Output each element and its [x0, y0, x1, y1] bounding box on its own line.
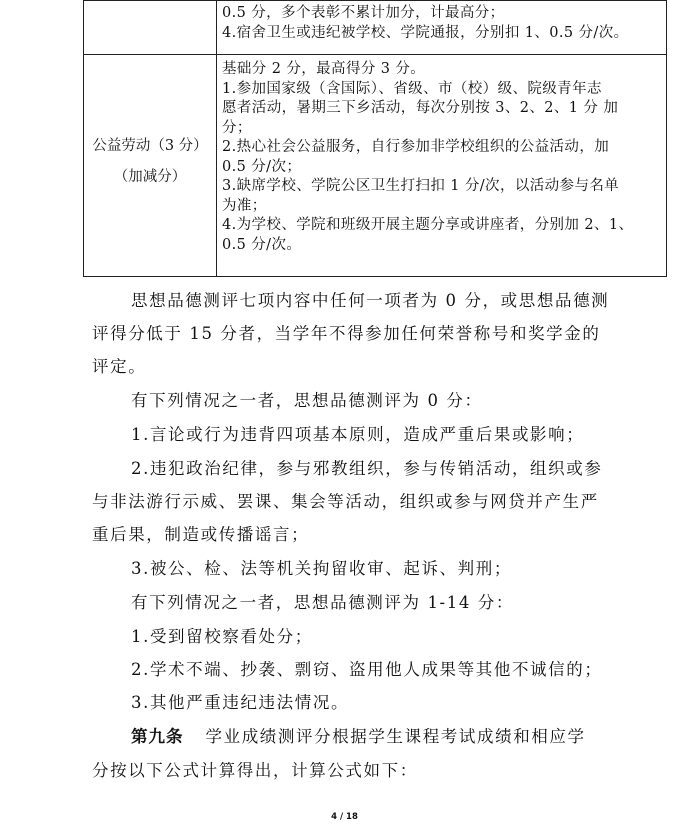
table-content-cell	[217, 55, 667, 277]
table-label-cell-empty	[84, 1, 217, 55]
evaluation-rules-table	[83, 0, 667, 277]
paragraph-text: 2.学术不端、抄袭、剽窃、盗用他人成果等其他不诚信的；	[131, 660, 603, 679]
paragraph-text: 分按以下公式计算得出，计算公式如下：	[92, 761, 418, 780]
paragraph-text: 评得分低于 15 分者，当学年不得参加任何荣誉称号和奖学金的	[92, 324, 601, 343]
paragraph-text: 3.被公、检、法等机关拘留收审、起诉、判刑；	[131, 559, 512, 578]
paragraph-text: 重后果，制造或传播谣言；	[92, 525, 310, 544]
paragraph-text: 评定。	[92, 357, 147, 376]
paragraph-text: 3.其他严重违纪违法情况。	[131, 693, 350, 712]
table-text-line: 1.参加国家级（含国际）、省级、市（校）级、院级青年志	[222, 80, 602, 97]
paragraph-text: 2.违犯政治纪律，参与邪教组织，参与传销活动，组织或参	[131, 459, 603, 478]
page-number: 4 / 18	[331, 812, 358, 822]
article-paragraph	[131, 723, 586, 747]
article-text: 学业成绩测评分根据学生课程考试成绩和相应学	[205, 727, 586, 746]
table-row	[84, 1, 667, 55]
table-content-cell	[217, 1, 667, 55]
paragraph-text: 有下列情况之一者，思想品德测评为 1-14 分：	[131, 593, 514, 612]
table-text-line: 分；	[222, 119, 252, 136]
table-text-line: 0.5 分/次。	[222, 236, 302, 253]
table-text-line: 0.5 分/次；	[222, 158, 302, 175]
paragraph-text: 有下列情况之一者，思想品德测评为 0 分：	[131, 391, 483, 410]
table-text-line: 基础分 2 分，最高得分 3 分。	[222, 61, 426, 77]
paragraph-text: 与非法游行示威、罢课、集会等活动，组织或参与网贷并产生严	[92, 492, 599, 511]
paragraph-text: 思想品德测评七项内容中任何一项者为 0 分，或思想品德测	[131, 291, 610, 310]
table-row	[84, 55, 667, 277]
table-text-line: 4.为学校、学院和班级开展主题分享或讲座者，分别加 2、1、	[222, 217, 634, 233]
table-label-cell	[84, 55, 217, 277]
table-text-line: 愿者活动，暑期三下乡活动，每次分别按 3、2、2、1 分 加	[222, 100, 619, 116]
table-text-line: 2.热心社会公益服务，自行参加非学校组织的公益活动，加	[222, 139, 610, 155]
table-text-line: 4.宿舍卫生或违纪被学校、学院通报，分别扣 1、0.5 分/次。	[222, 24, 629, 41]
table-text-line: 3.缺席学校、学院公区卫生打扫扣 1 分/次，以活动参与名单	[222, 178, 620, 194]
table-text-line: 0.5 分，多个表彰不累计加分，计最高分；	[222, 5, 505, 21]
paragraph-text: 1.受到留校察看处分；	[131, 627, 313, 646]
article-label: 第九条	[131, 727, 184, 746]
paragraph-text: 1.言论或行为违背四项基本原则，造成严重后果或影响；	[131, 425, 585, 444]
category-sublabel: （加减分）	[113, 169, 187, 185]
category-label: 公益劳动（3 分）	[92, 138, 208, 154]
table-text-line: 为准；	[222, 197, 267, 214]
